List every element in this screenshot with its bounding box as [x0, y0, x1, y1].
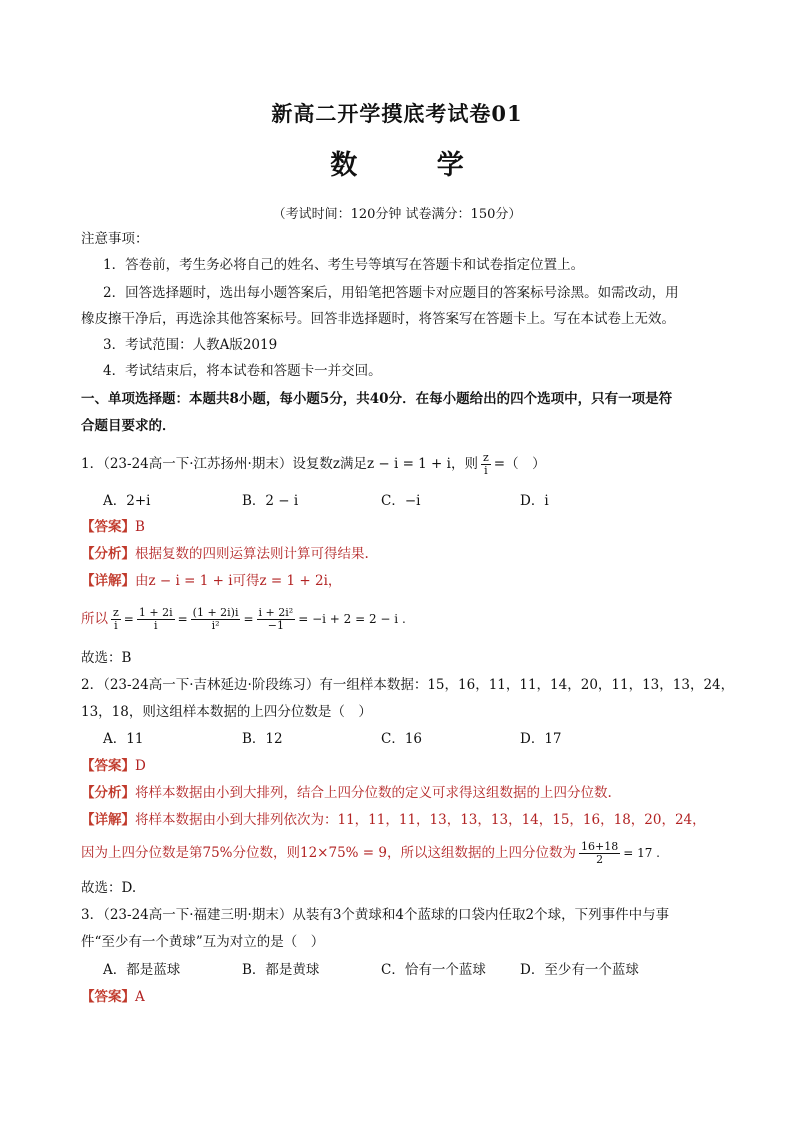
question-1-options [103, 491, 713, 511]
analysis-line [81, 783, 713, 803]
fraction [579, 841, 620, 866]
analysis-text: 根据复数的四则运算法则计算可得结果. [135, 546, 369, 562]
exam-info: （考试时间：120分钟 试卷满分：150分） [272, 207, 522, 222]
answer-value: B [135, 519, 145, 535]
fraction-denominator: i² [211, 619, 220, 632]
option-d: D．至少有一个蓝球 [520, 962, 639, 978]
equals-sign: = [177, 612, 188, 626]
question-1-stem [81, 452, 713, 477]
answer-line [81, 517, 713, 537]
option-b: B．都是黄球 [242, 962, 320, 978]
analysis-tag: 【分析】 [81, 546, 135, 562]
calc-result: = 17 . [623, 846, 660, 860]
analysis-tag: 【分析】 [81, 785, 135, 801]
answer-tag: 【答案】 [81, 758, 135, 774]
fraction-numerator: 1 + 2i [138, 606, 173, 619]
option-d: D．17 [520, 731, 562, 747]
fraction-denominator: 2 [596, 853, 604, 866]
fraction-denominator: i [153, 619, 158, 632]
option-b: B．12 [242, 731, 283, 747]
fraction [191, 607, 241, 632]
question-stem-text: =（ ） [493, 456, 546, 472]
calc-prefix: 所以 [81, 611, 108, 627]
section-heading: 一、单项选择题：本题共8小题，每小题5分，共40分．在每小题给出的四个选项中，只有一项是符 [81, 391, 673, 407]
question-2-stem: 13，18，则这组样本数据的上四分位数是（ ） [81, 704, 372, 720]
detail-line [81, 810, 713, 830]
analysis-text: 将样本数据由小到大排列，结合上四分位数的定义可求得这组数据的上四分位数. [135, 785, 612, 801]
fraction-denominator: −1 [267, 619, 284, 632]
calculation-line [81, 838, 713, 868]
option-a: A．都是蓝球 [103, 962, 181, 978]
fraction-numerator: 16+18 [580, 840, 619, 853]
fraction-denominator: i [114, 619, 118, 632]
answer-line [81, 756, 713, 776]
option-a: A．11 [103, 731, 144, 747]
fraction [481, 452, 491, 477]
section-heading: 合题目要求的． [81, 418, 176, 434]
detail-tag: 【详解】 [81, 573, 135, 589]
question-3-stem: 件“至少有一个黄球”互为对立的是（ ） [81, 934, 325, 950]
fraction-numerator: (1 + 2i)i [192, 606, 239, 619]
answer-tag: 【答案】 [81, 519, 135, 535]
fraction [137, 607, 175, 632]
equals-sign: = [243, 612, 254, 626]
option-c: C．−i [381, 493, 421, 509]
fraction-numerator: z [113, 606, 119, 619]
equals-sign: = [123, 612, 134, 626]
subject-heading: 数 学 [330, 150, 464, 181]
question-2-stem: 2．（23-24高一下·吉林延边·阶段练习）有一组样本数据：15，16，11，11，14，20，11，13，13，24， [81, 677, 735, 693]
detail-text: 将样本数据由小到大排列依次为：11，11，11，13，13，13，14，15，16，18，20，24， [135, 812, 706, 828]
answer-value: D [135, 758, 146, 774]
answer-line [81, 987, 713, 1007]
conclusion-line: 故选：D. [81, 880, 137, 896]
option-a: A．2+i [103, 493, 151, 509]
detail-text: 由z − i = 1 + i可得z = 1 + 2i， [135, 573, 342, 589]
calculation-line [81, 604, 713, 634]
fraction-denominator: i [484, 464, 488, 477]
answer-value: A [135, 989, 145, 1005]
analysis-line [81, 544, 713, 564]
fraction-numerator: i + 2i² [258, 606, 294, 619]
exam-title: 新高二开学摸底考试卷01 [271, 101, 523, 126]
notice-item: 1．答卷前，考生务必将自己的姓名、考生号等填写在答题卡和试卷指定位置上。 [103, 257, 585, 273]
notice-item: 4．考试结束后，将本试卷和答题卡一并交回。 [103, 363, 382, 379]
fraction [257, 607, 296, 632]
notice-item: 2．回答选择题时，选出每小题答案后，用铅笔把答题卡对应题目的答案标号涂黑。如需改动，用 [103, 285, 679, 301]
detail-line [81, 571, 713, 591]
conclusion-line: 故选：B [81, 650, 132, 666]
option-d: D．i [520, 493, 549, 509]
option-c: C．16 [381, 731, 423, 747]
notice-heading: 注意事项： [81, 231, 149, 247]
question-2-options [103, 729, 713, 749]
detail-tag: 【详解】 [81, 812, 135, 828]
calc-prefix: 因为上四分位数是第75%分位数，则12×75% = 9，所以这组数据的上四分位数为 [81, 845, 576, 861]
calc-result: = −i + 2 = 2 − i . [298, 612, 406, 626]
question-3-stem: 3．（23-24高一下·福建三明·期末）从装有3个黄球和4个蓝球的口袋内任取2个球，下列事件中与事 [81, 907, 670, 923]
answer-tag: 【答案】 [81, 989, 135, 1005]
question-stem-text: 1．（23-24高一下·江苏扬州·期末）设复数z满足z − i = 1 + i，则 [81, 456, 478, 472]
option-c: C．恰有一个蓝球 [381, 962, 486, 978]
notice-item: 3．考试范围：人教A版2019 [103, 337, 278, 353]
fraction [111, 607, 121, 632]
fraction-numerator: z [482, 451, 489, 464]
option-b: B．2 − i [242, 493, 299, 509]
notice-item: 橡皮擦干净后，再选涂其他答案标号。回答非选择题时，将答案写在答题卡上。写在本试卷上无效。 [81, 311, 675, 327]
question-3-options [103, 960, 713, 980]
